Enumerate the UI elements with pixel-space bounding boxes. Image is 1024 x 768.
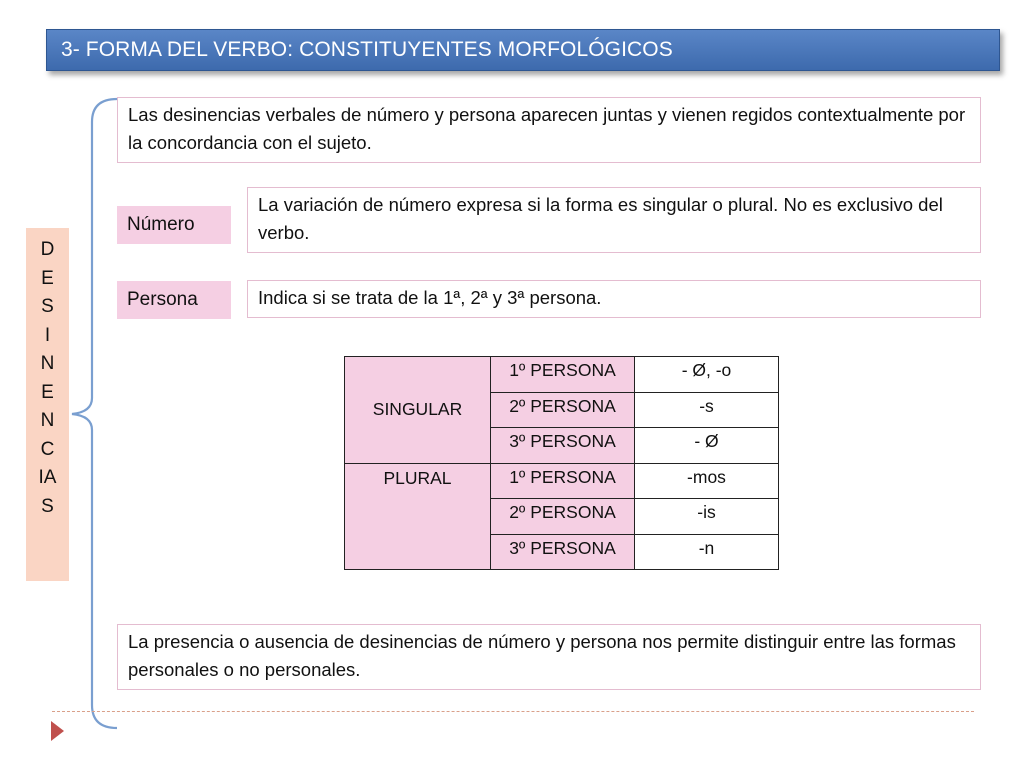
suffix-cell: - Ø, -o: [635, 357, 779, 393]
vertical-letter: S: [41, 296, 54, 317]
person-cell: 3º PERSONA: [491, 534, 635, 570]
play-arrow-icon: [51, 721, 64, 741]
vertical-letter: E: [41, 381, 54, 403]
vertical-letter: IA: [38, 467, 57, 488]
person-cell: 1º PERSONA: [491, 463, 635, 499]
person-cell: 2º PERSONA: [491, 392, 635, 428]
vertical-letter: N: [40, 353, 55, 374]
suffix-cell: - Ø: [635, 428, 779, 464]
vertical-letter: E: [41, 267, 54, 289]
suffix-cell: -is: [635, 499, 779, 535]
vertical-letter: I: [44, 324, 51, 346]
vertical-letter: N: [40, 410, 55, 431]
suffix-cell: -mos: [635, 463, 779, 499]
persona-text-box: Indica si se trata de la 1ª, 2ª y 3ª persona.: [247, 280, 981, 318]
person-cell: 1º PERSONA: [491, 357, 635, 393]
table-row: [345, 357, 779, 393]
numero-text-box: La variación de número expresa si la forma es singular o plural. No es exclusivo del verbo.: [247, 187, 981, 253]
conclusion-text-box: La presencia o ausencia de desinencias de número y persona nos permite distinguir entre las formas personales o no personales.: [117, 624, 981, 690]
slide-title: 3- FORMA DEL VERBO: CONSTITUYENTES MORFOLÓGICOS: [61, 38, 673, 61]
group-label-plural: PLURAL: [345, 463, 491, 570]
desinencias-table: [344, 356, 779, 570]
suffix-cell: -n: [635, 534, 779, 570]
intro-text-box: Las desinencias verbales de número y persona aparecen juntas y vienen regidos contextualmente por la concordancia con el sujeto.: [117, 97, 981, 163]
vertical-letter: S: [41, 495, 54, 517]
suffix-cell: -s: [635, 392, 779, 428]
vertical-letter: C: [40, 438, 55, 460]
vertical-letter: D: [40, 239, 55, 260]
persona-label: Persona: [117, 281, 231, 319]
footer-divider: [52, 711, 974, 712]
numero-label: Número: [117, 206, 231, 244]
group-label-singular: SINGULAR: [345, 357, 491, 464]
person-cell: 3º PERSONA: [491, 428, 635, 464]
table-row: [345, 463, 779, 499]
person-cell: 2º PERSONA: [491, 499, 635, 535]
